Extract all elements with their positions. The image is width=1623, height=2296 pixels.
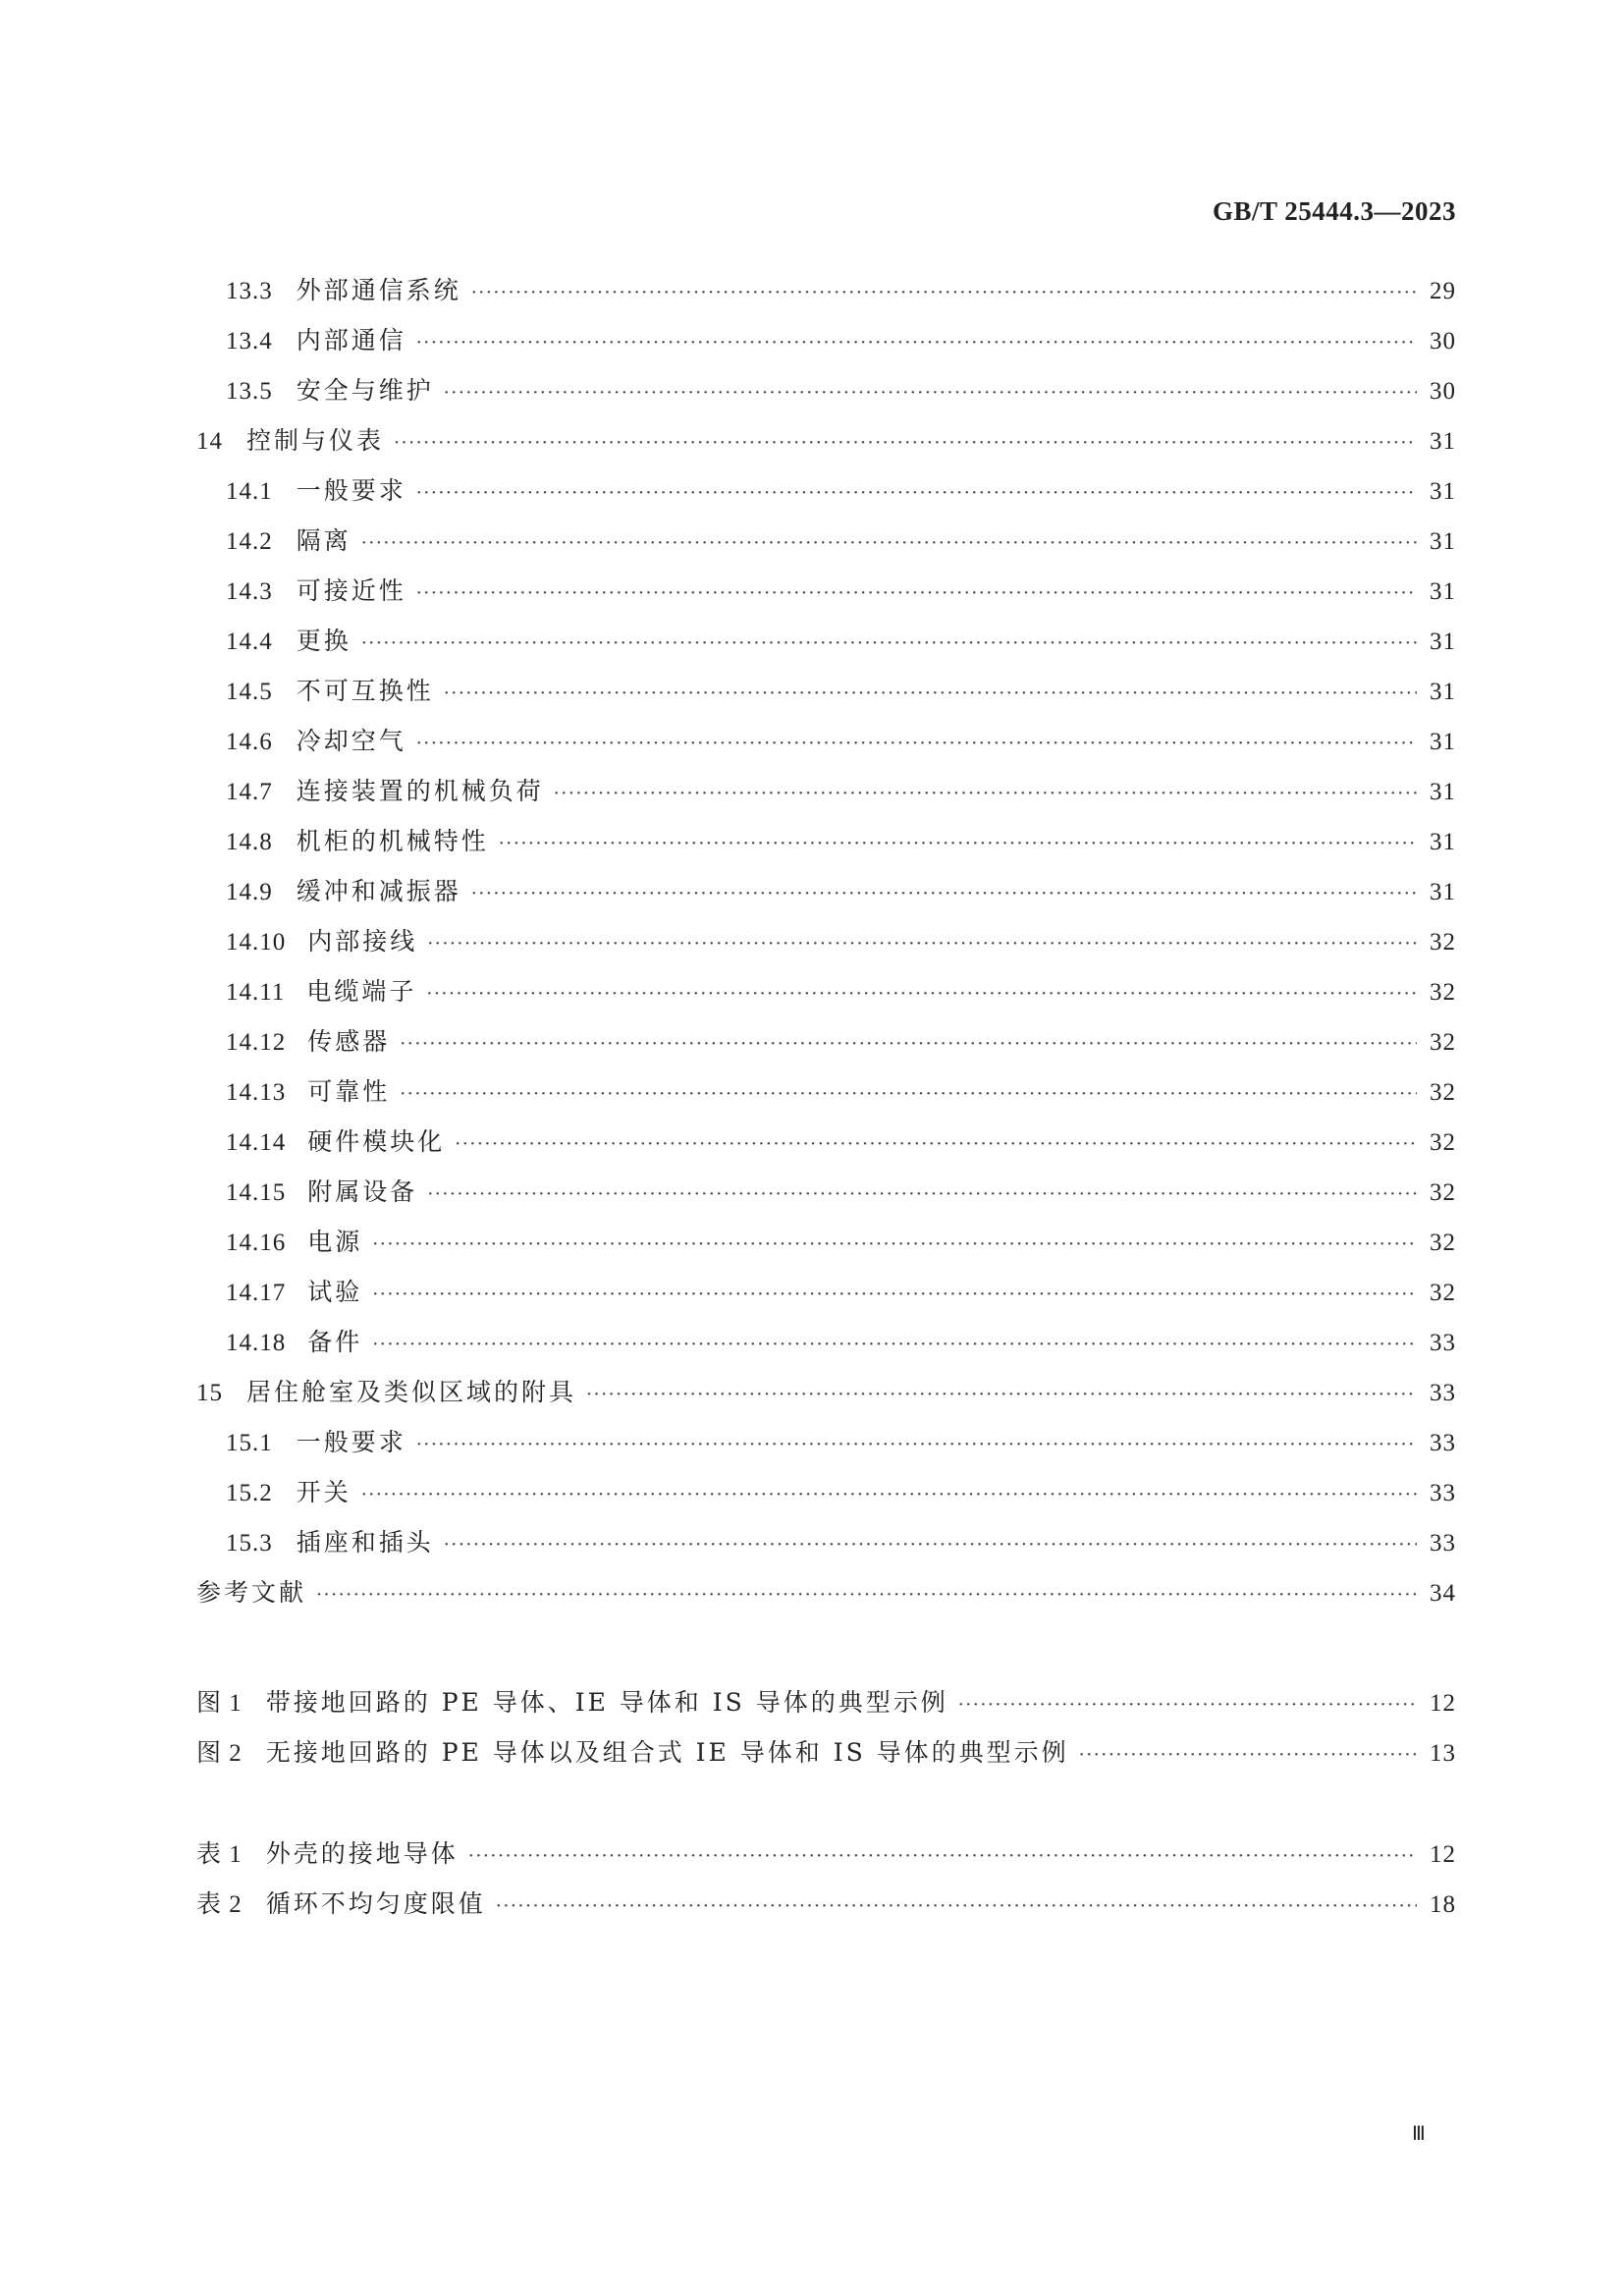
entry-title: 隔离 (296, 526, 352, 555)
toc-entry[interactable] (196, 465, 1456, 516)
toc-entry[interactable] (196, 716, 1456, 766)
toc-entry[interactable] (196, 916, 1456, 966)
entry-number: 13.4 (226, 328, 273, 355)
page-number: 31 (1430, 428, 1456, 455)
page-number: 31 (1430, 679, 1456, 705)
toc-entry[interactable] (196, 415, 1456, 465)
page-number: 34 (1430, 1580, 1456, 1607)
entry-title: 传感器 (307, 1027, 391, 1056)
page-number: 32 (1430, 1280, 1456, 1306)
entry-title: 附属设备 (307, 1177, 418, 1206)
entry-title: 缓冲和减振器 (296, 877, 461, 905)
entry-number: 14.16 (226, 1230, 287, 1256)
dot-leader (416, 468, 1417, 519)
page-number: 31 (1430, 829, 1456, 855)
entry-title: 外壳的接地导体 (265, 1839, 459, 1868)
dot-leader (416, 1420, 1417, 1470)
entry-number: 14.15 (226, 1179, 287, 1206)
page-number: 31 (1430, 528, 1456, 555)
table-entry[interactable] (196, 1879, 1456, 1929)
entry-title: 带接地回路的 PE 导体、IE 导体和 IS 导体的典型示例 (265, 1688, 948, 1717)
dot-leader (361, 619, 1417, 669)
page-number: 31 (1430, 478, 1456, 505)
page-number: 33 (1430, 1530, 1456, 1557)
page-number: 31 (1430, 578, 1456, 605)
entry-title: 备件 (307, 1328, 363, 1356)
dot-leader (958, 1680, 1417, 1730)
toc-entry[interactable] (196, 1367, 1456, 1417)
entry-title: 无接地回路的 PE 导体以及组合式 IE 导体和 IS 导体的典型示例 (265, 1738, 1069, 1767)
entry-number: 14.4 (226, 629, 273, 655)
entry-title: 硬件模块化 (307, 1127, 446, 1156)
entry-number: 15.1 (226, 1430, 273, 1456)
dot-leader (499, 819, 1417, 869)
entry-number: 15.3 (226, 1530, 273, 1557)
dot-leader (416, 719, 1417, 769)
entry-title: 一般要求 (296, 1428, 406, 1456)
list-of-tables (196, 1829, 1456, 1929)
entry-number: 15.2 (226, 1480, 273, 1506)
entry-title: 安全与维护 (296, 376, 434, 405)
entry-title: 可接近性 (296, 576, 406, 605)
dot-leader (554, 769, 1417, 819)
dot-leader (372, 1320, 1417, 1370)
entry-number: 14.1 (226, 478, 273, 505)
page-number: 31 (1430, 879, 1456, 905)
page-number: 33 (1430, 1430, 1456, 1456)
entry-title: 电源 (307, 1228, 363, 1256)
entry-number: 15 (196, 1380, 223, 1406)
entry-number: 14.2 (226, 528, 273, 555)
toc-entry[interactable] (196, 1066, 1456, 1117)
toc-entry[interactable] (196, 1267, 1456, 1317)
toc-entry[interactable] (196, 1217, 1456, 1267)
toc-entry[interactable] (196, 265, 1456, 315)
toc-entry[interactable] (196, 1517, 1456, 1567)
entry-title: 冷却空气 (296, 727, 406, 755)
page-number: 33 (1430, 1330, 1456, 1356)
entry-number: 表 2 (196, 1891, 243, 1918)
dot-leader (416, 569, 1417, 619)
dot-leader (471, 268, 1417, 318)
toc-entry[interactable] (196, 866, 1456, 916)
entry-title: 循环不均匀度限值 (265, 1889, 486, 1918)
entry-number: 14.13 (226, 1079, 287, 1106)
page-number: 32 (1430, 1179, 1456, 1206)
entry-title: 连接装置的机械负荷 (296, 777, 544, 805)
page-number: 32 (1430, 1079, 1456, 1106)
dot-leader (416, 318, 1417, 368)
entry-title: 控制与仪表 (246, 426, 385, 455)
page-number: 33 (1430, 1380, 1456, 1406)
toc-entry[interactable] (196, 616, 1456, 666)
entry-number: 14.12 (226, 1029, 287, 1056)
toc-entry[interactable] (196, 816, 1456, 866)
toc-entry[interactable] (196, 365, 1456, 415)
dot-leader (361, 519, 1417, 569)
page-folio: Ⅲ (1412, 2123, 1426, 2145)
entry-number: 14.7 (226, 779, 273, 805)
entry-number: 14.6 (226, 729, 273, 755)
page-number: 31 (1430, 629, 1456, 655)
dot-leader (394, 418, 1417, 468)
page-number: 12 (1430, 1841, 1456, 1868)
entry-number: 14.14 (226, 1129, 287, 1156)
dot-leader (427, 1170, 1417, 1220)
entry-number: 14.10 (226, 929, 287, 956)
toc-entry[interactable] (196, 1417, 1456, 1467)
page-number: 32 (1430, 1029, 1456, 1056)
page-number: 32 (1430, 1129, 1456, 1156)
entry-number: 14 (196, 428, 223, 455)
dot-leader (471, 869, 1417, 919)
toc-entry[interactable] (196, 1317, 1456, 1367)
page-number: 13 (1430, 1740, 1456, 1767)
toc-entry[interactable] (196, 766, 1456, 816)
figure-entry[interactable] (196, 1677, 1456, 1727)
toc-entry[interactable] (196, 516, 1456, 566)
dot-leader (400, 1069, 1417, 1120)
page-number: 31 (1430, 729, 1456, 755)
toc-entry[interactable] (196, 1567, 1456, 1617)
dot-leader (444, 669, 1417, 719)
toc-entry[interactable] (196, 1016, 1456, 1066)
entry-number: 14.5 (226, 679, 273, 705)
entry-title: 开关 (296, 1478, 352, 1506)
dot-leader (496, 1882, 1417, 1932)
entry-title: 一般要求 (296, 476, 406, 505)
dot-leader (1079, 1730, 1417, 1780)
page-number: 30 (1430, 378, 1456, 405)
toc-entry[interactable] (196, 315, 1456, 365)
dot-leader (372, 1270, 1417, 1320)
table-entry[interactable] (196, 1829, 1456, 1879)
entry-number: 14.3 (226, 578, 273, 605)
entry-number: 图 1 (196, 1690, 243, 1717)
entry-number: 14.8 (226, 829, 273, 855)
entry-title: 机柜的机械特性 (296, 827, 489, 855)
figure-entry[interactable] (196, 1727, 1456, 1777)
page-number: 32 (1430, 979, 1456, 1006)
list-of-figures (196, 1677, 1456, 1777)
standard-number: GB/T 25444.3—2023 (1212, 196, 1456, 226)
dot-leader (372, 1220, 1417, 1270)
entry-number: 13.5 (226, 378, 273, 405)
entry-title: 不可互换性 (296, 677, 434, 705)
dot-leader (455, 1120, 1417, 1170)
entry-number: 图 2 (196, 1740, 243, 1767)
entry-title: 试验 (307, 1278, 363, 1306)
page-number: 32 (1430, 929, 1456, 956)
entry-title: 插座和插头 (296, 1528, 434, 1557)
toc-entry[interactable] (196, 666, 1456, 716)
entry-title: 外部通信系统 (296, 276, 461, 304)
entry-number: 14.11 (226, 979, 286, 1006)
page-number: 12 (1430, 1690, 1456, 1717)
dot-leader (427, 919, 1417, 969)
dot-leader (426, 969, 1417, 1019)
page-number: 32 (1430, 1230, 1456, 1256)
entry-title: 更换 (296, 627, 352, 655)
entry-title: 内部通信 (296, 326, 406, 355)
dot-leader (468, 1831, 1417, 1882)
entry-number: 表 1 (196, 1841, 243, 1868)
entry-title: 可靠性 (307, 1077, 391, 1106)
entry-number: 13.3 (226, 278, 273, 304)
page-number: 30 (1430, 328, 1456, 355)
page-number: 29 (1430, 278, 1456, 304)
toc-entry[interactable] (196, 566, 1456, 616)
table-of-contents (196, 265, 1456, 1617)
toc-entry[interactable] (196, 1167, 1456, 1217)
page-number: 33 (1430, 1480, 1456, 1506)
entry-number: 14.18 (226, 1330, 287, 1356)
dot-leader (444, 368, 1417, 418)
entry-number: 14.17 (226, 1280, 287, 1306)
dot-leader (316, 1570, 1417, 1620)
entry-title: 电缆端子 (306, 977, 417, 1006)
entry-title: 居住舱室及类似区域的附具 (246, 1378, 577, 1406)
toc-entry[interactable] (196, 966, 1456, 1016)
toc-entry[interactable] (196, 1467, 1456, 1517)
entry-number: 14.9 (226, 879, 273, 905)
toc-entry[interactable] (196, 1117, 1456, 1167)
dot-leader (586, 1370, 1417, 1420)
page-number: 18 (1430, 1891, 1456, 1918)
dot-leader (400, 1019, 1417, 1069)
entry-title: 参考文献 (196, 1578, 307, 1607)
dot-leader (361, 1470, 1417, 1520)
page-number: 31 (1430, 779, 1456, 805)
dot-leader (444, 1520, 1417, 1570)
entry-title: 内部接线 (307, 927, 418, 956)
